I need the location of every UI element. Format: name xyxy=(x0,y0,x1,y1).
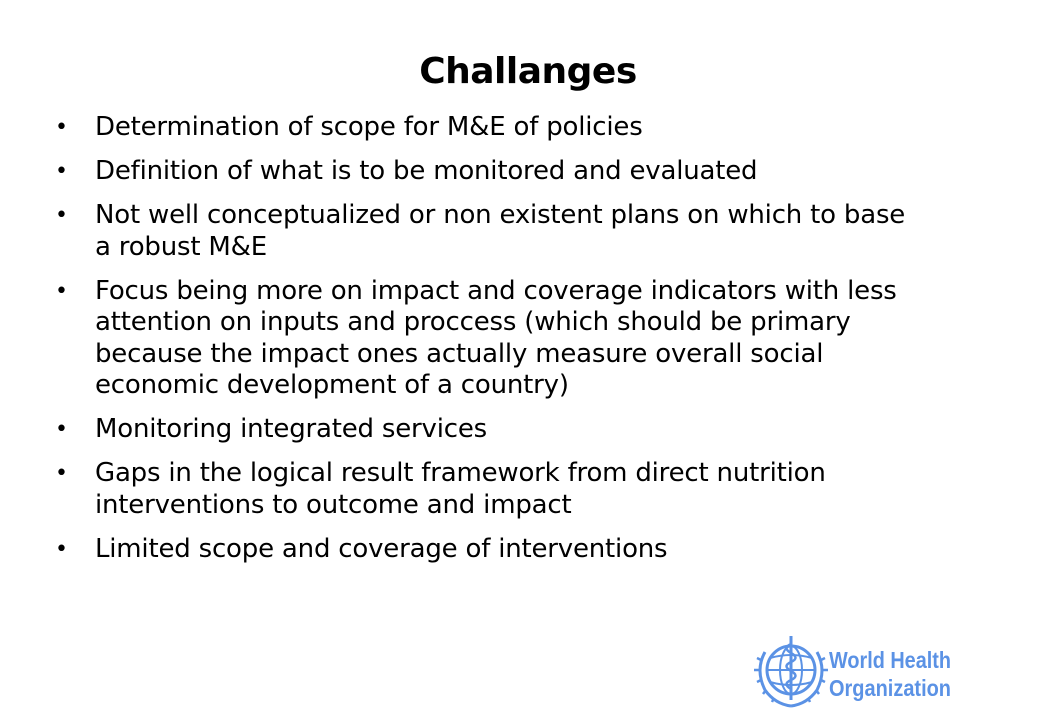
bullet-symbol: • xyxy=(55,417,68,442)
who-emblem-icon xyxy=(755,630,955,710)
bullet-text: Determination of scope for M&E of policies xyxy=(95,112,643,142)
bullet-symbol: • xyxy=(55,278,68,304)
bullet-symbol: • xyxy=(55,159,68,184)
bullet-text: Focus being more on impact and coverage indicators with less attention on inputs and proccess (which should be primary because the impact ones actually measure overall social economic development of a country) xyxy=(95,275,897,400)
bullet-text: Monitoring integrated services xyxy=(95,414,487,444)
who-logo-line1: World Health xyxy=(829,647,951,673)
bullet-text: Limited scope and coverage of interventions xyxy=(95,533,668,564)
who-logo-line2: Organization xyxy=(829,675,951,701)
bullet-item xyxy=(55,200,915,263)
slide-title: Challanges xyxy=(419,51,637,92)
bullet-item xyxy=(55,534,915,566)
bullet-text: Not well conceptualized or non existent plans on which to base a robust M&E xyxy=(95,200,906,262)
bullet-list xyxy=(55,112,915,578)
bullet-symbol: • xyxy=(55,461,68,486)
who-logo xyxy=(755,630,955,710)
bullet-item xyxy=(55,156,915,188)
bullet-symbol: • xyxy=(55,536,68,562)
bullet-symbol: • xyxy=(55,203,68,228)
bullet-item xyxy=(55,276,915,402)
bullet-text: Definition of what is to be monitored and evaluated xyxy=(95,156,758,186)
bullet-item xyxy=(55,414,915,446)
bullet-symbol: • xyxy=(55,115,68,140)
bullet-text: Gaps in the logical result framework from direct nutrition interventions to outcome and impact xyxy=(95,458,826,520)
bullet-item xyxy=(55,112,915,144)
bullet-item xyxy=(55,458,915,521)
